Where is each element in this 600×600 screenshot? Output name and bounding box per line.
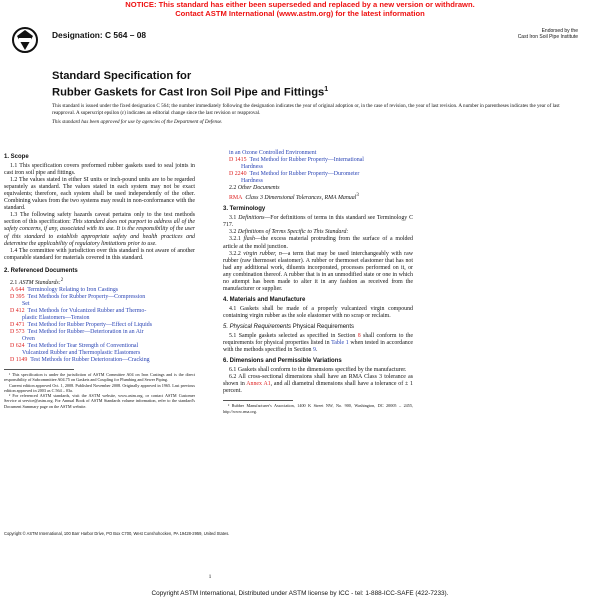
reference-code[interactable]: D 471 bbox=[10, 322, 25, 328]
rma-code[interactable]: RMA bbox=[229, 195, 243, 202]
t321-rest: —the excess material protruding from the surface of a molded article at the mold junction. bbox=[223, 236, 413, 250]
reference-title-continued[interactable]: plastic Elastomers—Tension bbox=[22, 314, 90, 321]
physical-heading-italic: 5. Physical Requirements bbox=[223, 324, 292, 330]
referenced-heading: 2. Referenced Documents bbox=[4, 267, 78, 274]
scope-heading: 1. Scope bbox=[4, 154, 29, 160]
reference-title[interactable]: Test Method for Rubber Property—International bbox=[249, 157, 364, 164]
endorsed-line-2: Cast Iron Soil Pipe Institute bbox=[517, 34, 578, 41]
document-title bbox=[52, 70, 472, 100]
d62-b: , and all diametral dimensions shall have a tolerance of ± 1 percent. bbox=[223, 381, 413, 395]
scope-1-4: 1.4 The committee with jurisdiction over this standard is not aware of another comparable standard for materials covered in this standard. bbox=[4, 247, 195, 261]
t321-label: 3.2.1 bbox=[229, 236, 244, 243]
reference-title[interactable]: Test Method for Rubber Property—Effect of Liquids bbox=[27, 322, 152, 328]
rma-sup: 3 bbox=[356, 193, 359, 199]
preamble-issued: This standard is issued under the fixed designation C 564; the number immediately following the designation indicates the year of original adoption or, in the case of revision, the year of last revision. A number in parentheses indicates the year of last reapproval. A superscript epsilon (ε) indicates an editorial change since the last revision or reapproval. bbox=[52, 103, 560, 117]
reference-code[interactable]: D 1415 bbox=[229, 157, 247, 164]
reference-title-continued[interactable]: Vulcanized Rubber and Thermoplastic Elastomers bbox=[22, 350, 141, 357]
reference-code[interactable]: D 573 bbox=[10, 329, 25, 336]
footnote-3: ³ Rubber Manufacturer's Association, 1400 K Street NW, No. 900, Washington, DC 20005 – 2455, http://www.rma.org. bbox=[223, 403, 413, 414]
rma-reference[interactable] bbox=[223, 192, 413, 202]
t32-label: 3.2 bbox=[229, 229, 238, 236]
notice-line-1: NOTICE: This standard has either been superseded and replaced by a new version or withdrawn. bbox=[125, 0, 475, 9]
materials-heading: 4. Materials and Manufacture bbox=[223, 296, 306, 303]
reference-title[interactable]: Test Methods for Rubber Deterioration—Cracking bbox=[30, 357, 150, 364]
reference-code[interactable]: D 2240 bbox=[229, 171, 247, 178]
reference-d1149-continued: in an Ozone Controlled Environment bbox=[229, 150, 317, 156]
reference-code[interactable]: A 644 bbox=[10, 286, 25, 293]
t322-label: 3.2.2 bbox=[229, 250, 244, 257]
section-8-link[interactable]: 8 bbox=[357, 333, 361, 340]
astm-label-number: 2.1 bbox=[10, 279, 19, 286]
footnote-1b: Current edition approved Oct. 1, 2008. Published November 2008. Originally approved in 1965. Last previous edition approved in 2003 as C 564 – 03a. bbox=[4, 382, 195, 393]
t32-italic: Definitions of Terms Specific to This Standard: bbox=[237, 229, 349, 236]
reference-title[interactable]: Test Method for Rubber—Deterioration in an Air bbox=[27, 329, 144, 336]
other-label-number: 2.2 bbox=[229, 185, 238, 192]
footnote-rule bbox=[4, 369, 74, 370]
reference-item[interactable] bbox=[4, 308, 195, 315]
other-documents-label bbox=[229, 185, 413, 192]
physical-5-1 bbox=[223, 333, 413, 354]
term-3-1 bbox=[223, 215, 413, 229]
reference-item[interactable] bbox=[4, 357, 195, 364]
reference-item[interactable] bbox=[4, 322, 195, 329]
dimensions-6-2 bbox=[223, 374, 413, 395]
preamble-approved: This standard has been approved for use by agencies of the Department of Defense. bbox=[52, 119, 223, 126]
physical-heading-rest: Physical Requirements bbox=[291, 324, 355, 330]
supersession-notice bbox=[0, 0, 600, 18]
left-column bbox=[4, 150, 195, 409]
scope-1-1: 1.1 This specification covers preformed rubber gaskets used to seal joints in cast iron soil pipe and fittings. bbox=[4, 163, 195, 177]
d62-a: 6.2 All cross-sectional dimensions shall have an RMA Class 3 tolerance as shown in bbox=[223, 374, 413, 388]
reference-title[interactable]: Test Method for Tear Strength of Conventional bbox=[27, 343, 139, 350]
footnote-1: ¹ This specification is under the jurisdiction of ASTM Committee A04 on Iron Castings and is the direct responsibility of Subcommittee A04.75 on Gaskets and Coupling for Plumbing and Sewer Piping. bbox=[4, 372, 195, 383]
title-line-2 bbox=[52, 83, 472, 100]
p51-d: . bbox=[315, 347, 318, 354]
endorsement bbox=[518, 28, 578, 40]
reference-title[interactable]: Terminology Relating to Iron Castings bbox=[27, 286, 119, 293]
p51-b: shall conform to the requirements for physical properties listed in bbox=[223, 333, 413, 347]
p51-a: 5.1 Sample gaskets selected as specified in Section bbox=[229, 333, 358, 340]
reference-item[interactable] bbox=[223, 157, 413, 164]
reference-code[interactable]: D 395 bbox=[10, 293, 25, 300]
reference-list-2 bbox=[223, 157, 413, 185]
title-main: Rubber Gaskets for Cast Iron Soil Pipe and Fittings bbox=[52, 86, 325, 99]
reference-item[interactable] bbox=[4, 329, 195, 336]
terminology-heading: 3. Terminology bbox=[223, 206, 266, 213]
dimensions-heading: 6. Dimensions and Permissible Variations bbox=[223, 358, 342, 365]
reference-item[interactable] bbox=[4, 287, 195, 294]
t31-label: 3.1 bbox=[229, 215, 239, 222]
scope-1-3-caveat: This standard does not purport to address all of the safety concerns, if any, associated with its use. It is the responsibility of the user of this standard to establish appropriate safety and health practices and determine the applicability of regulatory limitations prior to use. bbox=[4, 219, 195, 247]
license-footer: Copyright ASTM International, Distributed under ASTM license by ICC - tel: 1-888-ICC-SAFE (422-7233). bbox=[151, 590, 449, 597]
reference-code[interactable]: D 1149 bbox=[10, 357, 28, 364]
other-label-text: Other Documents bbox=[237, 185, 280, 192]
reference-title-continued[interactable]: Oven bbox=[22, 336, 35, 343]
notice-line-2: Contact ASTM International (www.astm.org) for the latest information bbox=[175, 9, 425, 18]
astm-standards-label bbox=[10, 277, 195, 287]
p51-c: when tested in accordance with the methods specified in Section bbox=[223, 340, 413, 354]
t322-rest: —a term that may be used interchangeably with raw rubber (raw thermoset elastomer). A rubber or thermoset elastomer that has not had any additional work, diluents incorporated, processes performed on it, or any combination thereof. A rubber that is in an unmodified state or one in which no attempt has been made to alter it in any fashion as received from the manufacturer or supplier. bbox=[223, 250, 413, 292]
reference-title[interactable]: Test Method for Rubber Property—Durometer bbox=[249, 171, 360, 178]
reference-item[interactable] bbox=[4, 343, 195, 350]
footnote-2: ² For referenced ASTM standards, visit the ASTM website, www.astm.org, or contact ASTM Customer Service at service@astm.org. For Annual Book of ASTM Standards volume information, refer to the standard's Document Summary page on the ASTM website. bbox=[4, 393, 195, 409]
annex-a1-link[interactable]: Annex A1 bbox=[246, 381, 271, 388]
physical-heading bbox=[223, 324, 413, 331]
scope-1-3 bbox=[4, 212, 195, 247]
scope-1-2: 1.2 The values stated in either SI units or inch-pound units are to be regarded separately as standard. The values stated in each system may not be exact equivalents; therefore, each system shall be used independently of the other. Combining values from the two systems may result in non-conformance with the standard. bbox=[4, 177, 195, 212]
title-line-1: Standard Specification for bbox=[52, 70, 192, 82]
reference-title-continued[interactable]: Hardness bbox=[241, 164, 263, 171]
copyright-line: Copyright © ASTM International, 100 Barr Harbor Drive, PO Box C700, West Conshohocken, PA 19428-2959, United States. bbox=[4, 531, 230, 536]
dimensions-6-1: 6.1 Gaskets shall conform to the dimensions specified by the manufacturer. bbox=[229, 367, 407, 374]
reference-code[interactable]: D 624 bbox=[10, 343, 25, 350]
reference-title[interactable]: Test Methods for Rubber Property—Compression bbox=[27, 293, 146, 300]
footnote-rule-right bbox=[223, 400, 293, 401]
t322-italic: virgin rubber, n bbox=[243, 250, 282, 257]
t31-italic: Definitions bbox=[238, 215, 265, 222]
reference-code[interactable]: D 412 bbox=[10, 307, 25, 314]
section-9-link[interactable]: 9 bbox=[312, 347, 316, 354]
astm-label-sup: 2 bbox=[60, 277, 64, 283]
rma-title: Class 3 Dimensional Tolerances, RMA Manual bbox=[245, 195, 357, 202]
term-3-2-1 bbox=[223, 236, 413, 250]
materials-4-1: 4.1 Gaskets shall be made of a properly vulcanized virgin compound containing virgin rubber as the sole elastomer with no scrap or reclaim. bbox=[223, 305, 413, 319]
t321-italic: flash bbox=[243, 236, 255, 243]
term-3-2-2 bbox=[223, 251, 413, 293]
reference-title-continued[interactable]: Set bbox=[22, 300, 30, 307]
astm-logo-mark bbox=[10, 26, 40, 64]
reference-title-continued[interactable]: Hardness bbox=[241, 178, 263, 185]
scope-1-3-lead: 1.3 The following safety hazards caveat pertains only to the test methods section of this specification: bbox=[4, 212, 195, 226]
title-footnote-mark: 1 bbox=[324, 86, 329, 93]
astm-logo bbox=[10, 26, 40, 64]
right-column bbox=[223, 150, 413, 414]
astm-label-text: ASTM Standards: bbox=[18, 279, 61, 286]
page-number: 1 bbox=[208, 574, 212, 580]
t31-rest: —For definitions of terms in this standard see Terminology C 717. bbox=[223, 215, 413, 229]
reference-item[interactable] bbox=[223, 171, 413, 178]
reference-list bbox=[4, 287, 195, 365]
endorsed-line-1: Endorsed by the bbox=[541, 28, 578, 34]
preamble bbox=[52, 103, 570, 126]
designation: Designation: C 564 – 08 bbox=[52, 30, 147, 40]
reference-item[interactable] bbox=[4, 294, 195, 301]
reference-title[interactable]: Test Methods for Vulcanized Rubber and Thermo- bbox=[27, 307, 147, 314]
table-1-link[interactable]: Table 1 bbox=[331, 340, 349, 347]
